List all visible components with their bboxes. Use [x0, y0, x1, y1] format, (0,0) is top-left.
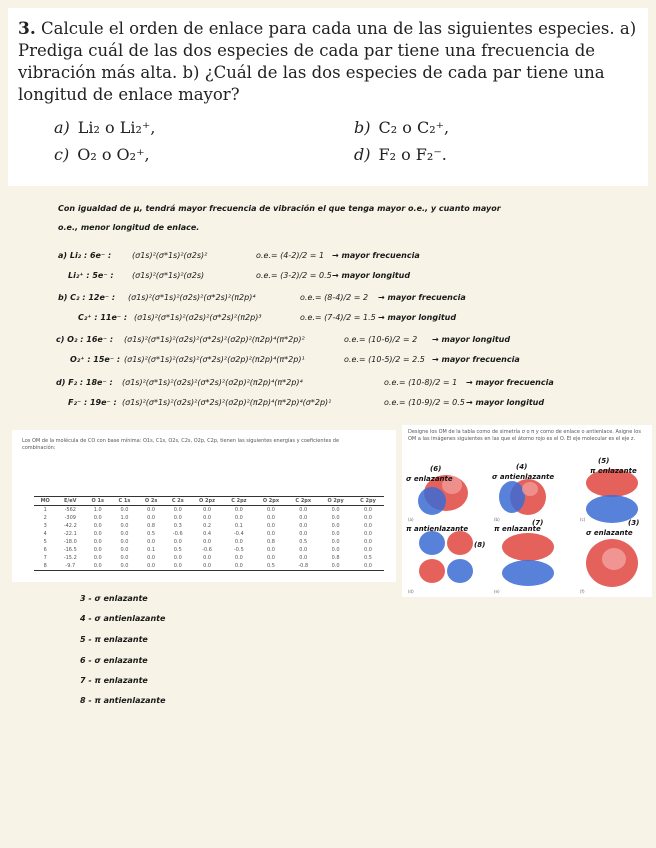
- problem-number: 3.: [18, 19, 36, 39]
- orbital-e: [502, 533, 554, 586]
- table-cell: 0.0: [203, 555, 212, 561]
- table-cell: -0.8: [298, 563, 309, 569]
- table-cell: -0.6: [202, 547, 212, 553]
- table-cell: 0.1: [147, 547, 156, 553]
- figure-letter: (d): [408, 589, 414, 594]
- hw-line-label: d) F₂ : 18e⁻ :: [56, 378, 113, 387]
- table-cell: 0.0: [331, 531, 340, 537]
- table-cell: -309: [64, 515, 76, 521]
- option-c: [54, 145, 354, 164]
- table-header-cell: C 1s: [118, 498, 131, 504]
- table-cell: 0.0: [120, 563, 129, 569]
- table-cell: 0.8: [331, 555, 340, 561]
- mo-instruction: Designe los OM de la tabla como de simetría σ o π y como de enlace o antienlace. Asigne los OM a las imágenes siguientes en las que el átomo rojo es el O. El eje molecular es el eje z.: [408, 429, 641, 442]
- table-cell: 0.0: [266, 547, 275, 553]
- table-cell: 0.5: [364, 555, 372, 561]
- table-cell: 0.5: [173, 547, 182, 553]
- table-cell: 0.0: [364, 547, 372, 553]
- table-cell: 0.0: [93, 547, 102, 553]
- table-cell: -42.2: [63, 523, 77, 529]
- answer-item: 8 - π antienlazante: [80, 696, 166, 705]
- table-cell: 0.0: [120, 539, 129, 545]
- table-cell: 0.0: [299, 515, 308, 521]
- table-header-cell: O 2px: [262, 498, 280, 504]
- option-letter: d): [354, 145, 371, 164]
- table-cell: 0.0: [234, 515, 243, 521]
- table-cell: 0.0: [203, 563, 212, 569]
- table-cell: 0.0: [93, 523, 102, 529]
- problem-options: [54, 118, 638, 164]
- hw-line-order: o.e.= (10-6)/2 = 2: [344, 335, 418, 344]
- table-row: [34, 554, 384, 562]
- table-cell: 0.0: [93, 539, 102, 545]
- table-header-cell: C 2pz: [231, 498, 247, 504]
- hw-line-config: (σ1s)²(σ*1s)²(σ2s): [132, 271, 205, 280]
- table-cell: 0.8: [147, 523, 156, 529]
- table-header-row: [34, 497, 384, 506]
- hw-line-label: a) Li₂ : 6e⁻ :: [58, 251, 112, 260]
- hw-line-label: C₂⁺ : 11e⁻ :: [78, 313, 128, 322]
- table-header-cell: O 2pz: [199, 498, 216, 504]
- table-cell: 0.0: [93, 563, 102, 569]
- option-letter: c): [54, 145, 70, 164]
- table-cell: 0.0: [331, 523, 340, 529]
- hw-line-result: → mayor frecuencia: [378, 293, 466, 302]
- table-row: [34, 530, 384, 538]
- figure-letter: (b): [494, 517, 500, 522]
- hw-line-order: o.e.= (10-9)/2 = 0.5: [384, 398, 465, 407]
- table-cell: 4: [43, 531, 47, 537]
- table-cell: 5: [43, 539, 47, 545]
- table-cell: 3: [43, 523, 47, 529]
- table-cell: 0.0: [93, 555, 102, 561]
- hw-line-config: (σ1s)²(σ*1s)²(σ2s)²(σ*2s)²(σ2p)²(π2p)⁴(π*2p)⁴: [122, 378, 303, 387]
- table-cell: 0.8: [266, 539, 275, 545]
- table-cell: -0.5: [234, 547, 244, 553]
- table-cell: 0.0: [120, 547, 129, 553]
- table-cell: 0.4: [203, 531, 212, 537]
- orbital-c: [586, 469, 638, 523]
- answer-item: 5 - π enlazante: [80, 635, 148, 644]
- table-cell: 0.1: [234, 523, 243, 529]
- hw-line-order: o.e.= (3-2)/2 = 0.5: [256, 271, 332, 280]
- table-cell: 0.0: [93, 531, 102, 537]
- table-cell: 0.0: [120, 523, 129, 529]
- table-cell: 0.0: [364, 523, 372, 529]
- mo-label-text: π antienlazante: [406, 525, 469, 533]
- table-cell: 0.0: [173, 515, 182, 521]
- table-cell: 0.0: [266, 523, 275, 529]
- mo-label-num: (3): [628, 519, 640, 527]
- table-cell: 0.0: [364, 563, 372, 569]
- mo-label-text: σ enlazante: [406, 475, 453, 483]
- table-row: [34, 546, 384, 554]
- table-cell: -16.5: [63, 547, 77, 553]
- table-cell: 6: [43, 547, 47, 553]
- table-cell: 0.0: [364, 515, 372, 521]
- table-cell: 0.0: [120, 555, 129, 561]
- table-row: [34, 506, 384, 515]
- table-cell: 0.0: [331, 539, 340, 545]
- orbital-b: [499, 479, 546, 515]
- table-cell: 0.0: [173, 563, 182, 569]
- hw-line-order: o.e.= (4-2)/2 = 1: [256, 251, 325, 260]
- table-cell: 0.0: [147, 507, 156, 513]
- table-cell: 0.0: [266, 515, 275, 521]
- table-cell: 0.0: [266, 555, 275, 561]
- table-cell: 0.0: [203, 515, 212, 521]
- table-header-cell: C 2s: [171, 498, 184, 504]
- table-cell: 0.0: [331, 547, 340, 553]
- hw-line-config: (σ1s)²(σ*1s)²(σ2s)²(σ*2s)²(π2p)³: [134, 313, 262, 322]
- table-cell: 0.0: [331, 515, 340, 521]
- hw-line-config: (σ1s)²(σ*1s)²(σ2s)²(σ*2s)²(σ2p)²(π2p)⁴(π*2p)¹: [124, 355, 305, 364]
- table-cell: 0.0: [93, 515, 102, 521]
- hw-line-label: b) C₂ : 12e⁻ :: [58, 293, 116, 302]
- table-cell: 0.0: [266, 531, 275, 537]
- option-letter: b): [354, 118, 371, 137]
- hw-line-order: o.e.= (10-5)/2 = 2.5: [344, 355, 425, 364]
- figure-letter: (e): [494, 589, 500, 594]
- table-cell: 1.0: [93, 507, 102, 513]
- table-cell: 0.2: [203, 523, 212, 529]
- table-cell: 0.0: [234, 563, 243, 569]
- hw-line-result: → mayor longitud: [466, 398, 545, 407]
- figure-letter: (c): [580, 517, 586, 522]
- table-header-cell: C 2py: [360, 498, 376, 504]
- mo-label-num: (5): [598, 457, 610, 465]
- hw-line-result: → mayor longitud: [378, 313, 457, 322]
- table-cell: 8: [43, 563, 47, 569]
- option-text: O₂ o O₂⁺,: [77, 145, 150, 164]
- answer-item: 6 - σ enlazante: [80, 656, 148, 665]
- table-cell: 0.0: [120, 507, 129, 513]
- table-cell: -9.7: [65, 563, 76, 569]
- hw-line-order: o.e.= (10-8)/2 = 1: [384, 378, 458, 387]
- table-cell: 0.0: [147, 539, 156, 545]
- table-cell: -22.1: [63, 531, 77, 537]
- table-caption: Los OM de la molécula de CO con base mínima: O1s, C1s, O2s, C2s, O2p, C2p, tienen las siguientes energías y coeficientes de combinación:: [22, 438, 340, 451]
- table-cell: -0.4: [234, 531, 244, 537]
- table-body: [34, 506, 384, 571]
- handwritten-intro-line1: Con igualdad de μ, tendrá mayor frecuencia de vibración el que tenga mayor o.e., y cuanto mayor: [58, 204, 501, 213]
- mo-label-text: σ antienlazante: [492, 473, 555, 481]
- option-text: F₂ o F₂⁻.: [378, 145, 447, 164]
- table-cell: 0.0: [203, 507, 212, 513]
- figure-letter: (a): [408, 517, 414, 522]
- table-cell: -0.6: [172, 531, 183, 537]
- mo-table-panel: [12, 430, 396, 582]
- option-letter: a): [54, 118, 70, 137]
- hw-line-result: → mayor frecuencia: [432, 355, 520, 364]
- answer-item: 7 - π enlazante: [80, 676, 148, 685]
- table-row: [34, 514, 384, 522]
- table-cell: 7: [43, 555, 47, 561]
- table-cell: 0.3: [173, 523, 182, 529]
- table-cell: 0.0: [147, 555, 156, 561]
- table-header-cell: O 1s: [91, 498, 104, 504]
- table-cell: -562: [64, 507, 76, 513]
- table-header-cell: C 2px: [295, 498, 312, 504]
- mo-label-num: (7): [532, 519, 544, 527]
- table-cell: 0.0: [173, 507, 182, 513]
- table-row: [34, 562, 384, 571]
- hw-line-config: (σ1s)²(σ*1s)²(σ2s)²(σ*2s)²(σ2p)²(π2p)⁴(π*2p)²: [124, 335, 305, 344]
- orbital-d: [419, 531, 473, 583]
- table-cell: 0.0: [120, 531, 129, 537]
- hw-line-config: (σ1s)²(σ*1s)²(σ2s)²(σ*2s)²(σ2p)²(π2p)⁴(π*2p)⁴(σ*2p)¹: [122, 398, 332, 407]
- answer-item: 4 - σ antienlazante: [80, 614, 166, 623]
- mo-label-num: (6): [430, 465, 442, 473]
- mo-label-num: (4): [516, 463, 528, 471]
- option-b: [354, 118, 654, 137]
- problem-statement: [8, 8, 648, 186]
- option-a: [54, 118, 354, 137]
- hw-line-label: c) O₂ : 16e⁻ :: [56, 335, 114, 344]
- mo-images-panel: [402, 425, 652, 597]
- table-cell: -15.2: [63, 555, 77, 561]
- table-cell: 0.0: [299, 507, 308, 513]
- option-text: Li₂ o Li₂⁺,: [77, 118, 156, 137]
- table-cell: 0.0: [364, 531, 372, 537]
- table-cell: 0.5: [299, 539, 308, 545]
- table-cell: 0.0: [331, 507, 340, 513]
- table-row: [34, 538, 384, 546]
- hw-line-label: Li₂⁺ : 5e⁻ :: [68, 271, 114, 280]
- hw-line-label: O₂⁺ : 15e⁻ :: [70, 355, 121, 364]
- hw-line-result: → mayor frecuencia: [332, 251, 420, 260]
- problem-text: [18, 18, 638, 106]
- table-cell: 1: [43, 507, 47, 513]
- table-cell: 0.0: [234, 507, 243, 513]
- table-cell: 0.0: [173, 539, 182, 545]
- mo-label-text: σ enlazante: [586, 529, 633, 537]
- hw-line-result: → mayor frecuencia: [466, 378, 554, 387]
- table-cell: 1.0: [120, 515, 129, 521]
- table-cell: 0.0: [299, 547, 308, 553]
- problem-body: Calcule el orden de enlace para cada una de las siguientes especies. a) Prediga cuál de las dos especies de cada par tiene una frecuencia de vibración más alta. b) ¿Cuál de las dos especies de cada par tiene una longitud de enlace mayor?: [18, 19, 637, 104]
- table-cell: 0.0: [147, 563, 156, 569]
- option-text: C₂ o C₂⁺,: [378, 118, 450, 137]
- hw-line-order: o.e.= (8-4)/2 = 2: [300, 293, 369, 302]
- table-cell: 0.0: [299, 531, 308, 537]
- table-cell: 0.0: [234, 555, 243, 561]
- table-cell: 0.0: [234, 539, 243, 545]
- table-row: [34, 522, 384, 530]
- table-cell: 0.0: [299, 523, 308, 529]
- table-cell: 0.0: [266, 507, 275, 513]
- hw-line-order: o.e.= (7-4)/2 = 1.5: [300, 313, 376, 322]
- mo-coefficient-table: [34, 496, 384, 571]
- table-cell: 0.0: [331, 563, 340, 569]
- table-cell: 0.0: [299, 555, 308, 561]
- hw-line-config: (σ1s)²(σ*1s)²(σ2s)²(σ*2s)²(π2p)⁴: [128, 293, 256, 302]
- orbital-f: [586, 539, 638, 587]
- figure-letter: (f): [580, 589, 585, 594]
- table-cell: 0.0: [203, 539, 212, 545]
- option-d: [354, 145, 654, 164]
- mo-label-text: π enlazante: [590, 467, 637, 475]
- table-cell: 0.5: [266, 563, 275, 569]
- table-header-cell: MO: [40, 498, 50, 504]
- hw-line-result: → mayor longitud: [332, 271, 411, 280]
- table-cell: -18.0: [63, 539, 77, 545]
- table-header-cell: O 2s: [144, 498, 158, 504]
- table-cell: 0.0: [147, 515, 156, 521]
- hw-line-label: F₂⁻ : 19e⁻ :: [68, 398, 117, 407]
- table-cell: 0.0: [364, 507, 372, 513]
- table-cell: 0.0: [173, 555, 182, 561]
- answer-item: 3 - σ enlazante: [80, 594, 148, 603]
- table-header-cell: E/eV: [64, 498, 77, 504]
- table-cell: 0.0: [364, 539, 372, 545]
- hw-line-result: → mayor longitud: [432, 335, 511, 344]
- table-cell: 2: [43, 515, 47, 521]
- table-cell: 0.5: [147, 531, 156, 537]
- mo-orbital-figures: [402, 425, 652, 597]
- mo-label-text: π enlazante: [494, 525, 541, 533]
- mo-label-num: (8): [474, 541, 486, 549]
- hw-line-config: (σ1s)²(σ*1s)²(σ2s)²: [132, 251, 208, 260]
- table-header-cell: O 2py: [327, 498, 344, 504]
- handwritten-intro-line2: o.e., menor longitud de enlace.: [58, 223, 200, 232]
